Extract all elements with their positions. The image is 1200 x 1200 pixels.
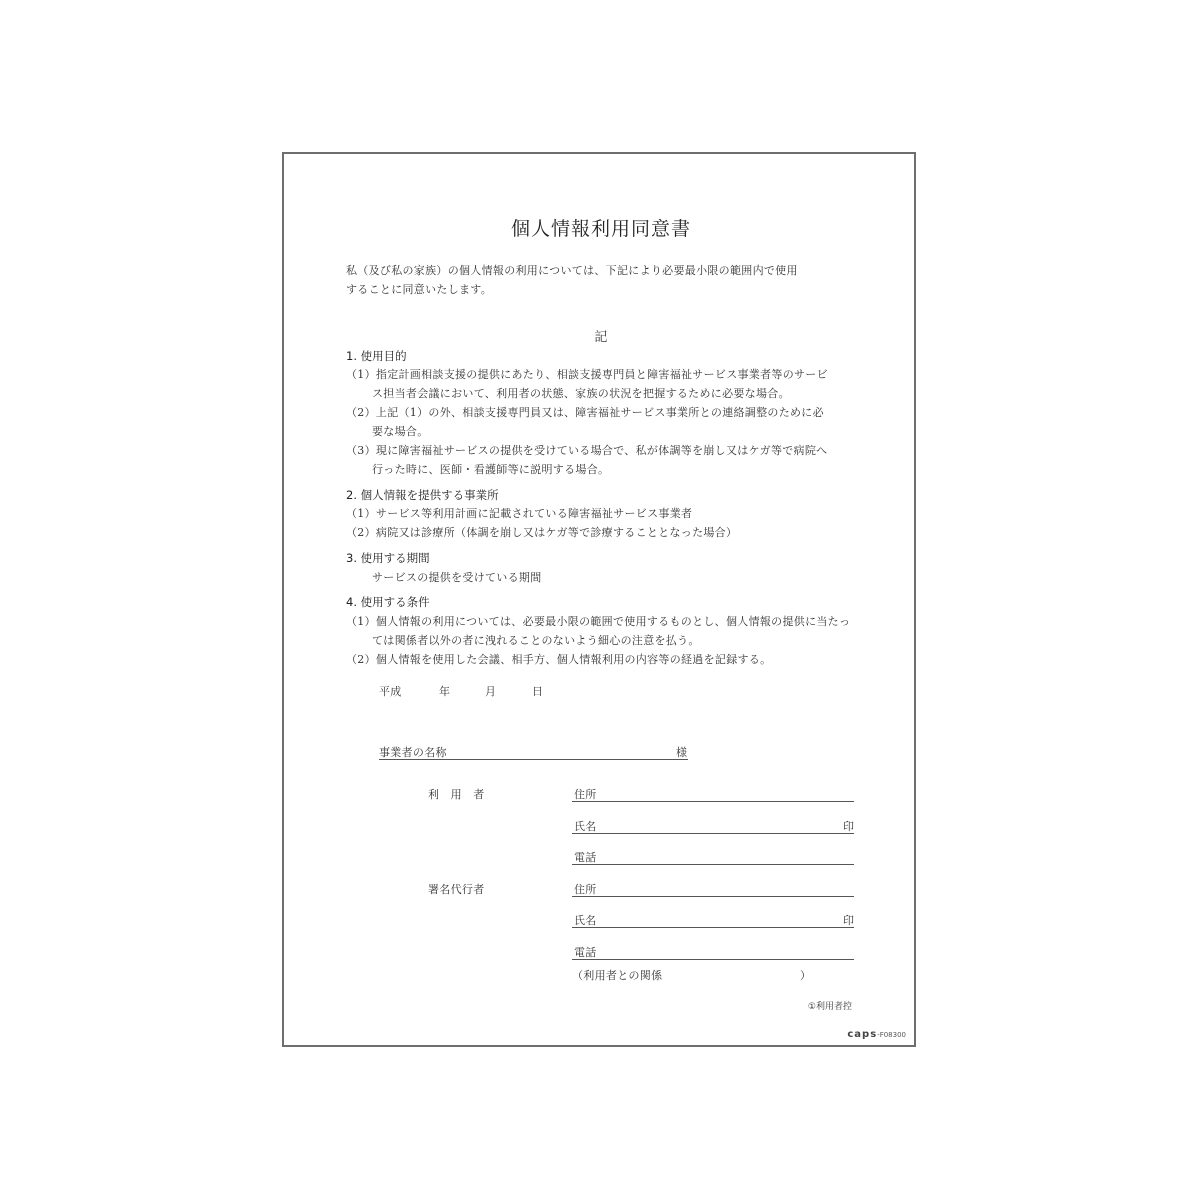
section-4-line-3: （2）個人情報を使用した会議、相手方、個人情報利用の内容等の経過を記録する。 <box>346 653 772 666</box>
section-1-line-3: （2）上記（1）の外、相談支援専門員又は、障害福祉サービス事業所との連絡調整のために必 <box>346 406 824 419</box>
form-code: -F08300 <box>877 1031 906 1039</box>
section-3-heading: 3. 使用する期間 <box>346 551 430 565</box>
user-phone-label: 電話 <box>574 851 597 864</box>
date-era: 平成 <box>379 685 402 698</box>
section-2-heading: 2. 個人情報を提供する事業所 <box>346 488 499 502</box>
section-1-line-5: （3）現に障害福祉サービスの提供を受けている場合で、私が体調等を崩し又はケガ等で病院へ <box>346 444 828 457</box>
section-4-line-1: （1）個人情報の利用については、必要最小限の範囲で使用するものとし、個人情報の提供に当たっ <box>346 615 851 628</box>
proxy-address-label: 住所 <box>574 883 597 896</box>
section-1-line-1: （1）指定計画相談支援の提供にあたり、相談支援専門員と障害福祉サービス事業者等のサービ <box>346 368 828 381</box>
proxy-relation-close: ） <box>800 969 812 982</box>
user-address-label: 住所 <box>574 788 597 801</box>
proxy-address-field[interactable] <box>572 896 854 897</box>
business-name-label: 事業者の名称 <box>379 746 447 759</box>
user-name-label: 氏名 <box>574 820 597 833</box>
proxy-seal-mark: 印 <box>843 914 855 927</box>
brand-mark <box>847 1022 906 1041</box>
business-name-suffix: 様 <box>676 746 688 759</box>
consent-form-sheet <box>282 152 916 1047</box>
section-3-line-1: サービスの提供を受けている期間 <box>372 571 542 584</box>
section-1-line-2: ス担当者会議において、利用者の状態、家族の状況を把握するために必要な場合。 <box>372 387 790 400</box>
proxy-name-field[interactable] <box>572 927 854 928</box>
user-name-field[interactable] <box>572 833 854 834</box>
ki-heading: 記 <box>594 330 608 345</box>
section-4-heading: 4. 使用する条件 <box>346 595 430 609</box>
intro-line-1: 私（及び私の家族）の個人情報の利用については、下記により必要最小限の範囲内で使用 <box>346 264 798 277</box>
proxy-phone-label: 電話 <box>574 946 597 959</box>
date-day: 日 <box>532 685 544 698</box>
section-2-line-1: （1）サービス等利用計画に記載されている障害福祉サービス事業者 <box>346 507 693 520</box>
date-year: 年 <box>439 685 451 698</box>
proxy-name-label: 氏名 <box>574 914 597 927</box>
proxy-relation-open: （利用者との関係 <box>572 969 663 982</box>
document-title: 個人情報利用同意書 <box>510 218 691 240</box>
date-month: 月 <box>485 685 497 698</box>
user-phone-field[interactable] <box>572 864 854 865</box>
user-label: 利 用 者 <box>428 788 485 801</box>
copy-note: ①利用者控 <box>807 1002 852 1012</box>
intro-line-2: することに同意いたします。 <box>346 283 493 296</box>
proxy-label: 署名代行者 <box>428 883 485 896</box>
business-name-field[interactable] <box>379 759 688 760</box>
section-1-line-4: 要な場合。 <box>372 425 429 438</box>
proxy-phone-field[interactable] <box>572 959 854 960</box>
section-1-line-6: 行った時に、医師・看護師等に説明する場合。 <box>372 463 610 476</box>
section-2-line-2: （2）病院又は診療所（体調を崩し又はケガ等で診療することとなった場合） <box>346 526 738 539</box>
section-1-heading: 1. 使用目的 <box>346 349 407 363</box>
section-4-line-2: ては関係者以外の者に洩れることのないよう細心の注意を払う。 <box>372 634 700 647</box>
user-seal-mark: 印 <box>843 820 855 833</box>
user-address-field[interactable] <box>572 801 854 802</box>
brand-logo: caps <box>847 1029 878 1040</box>
